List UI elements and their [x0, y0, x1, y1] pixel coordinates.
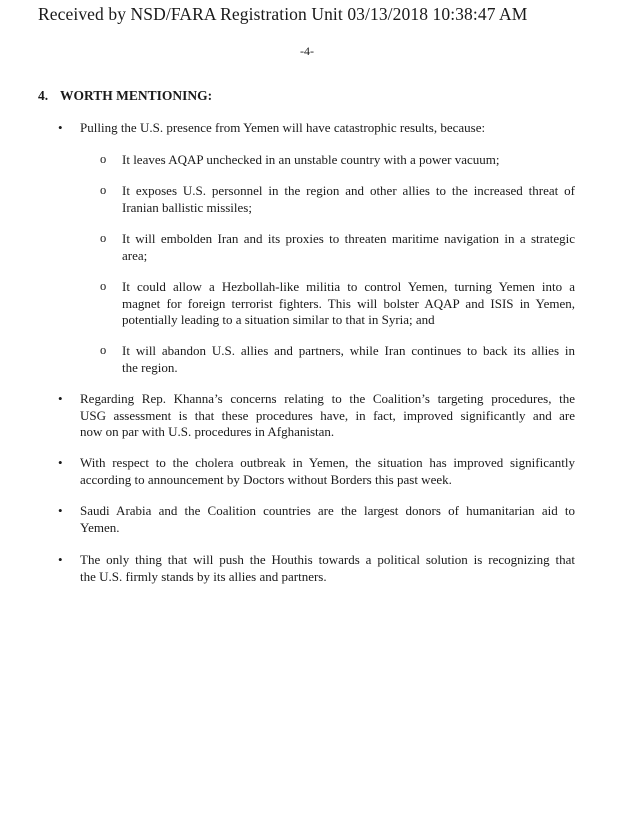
text-line: magnet for foreign terrorist fighters. This will bolster AQAP and ISIS in Yemen,: [122, 295, 575, 311]
sub-bullet-item: [100, 152, 575, 169]
page-number: -4-: [300, 44, 314, 58]
sub-bullet-marker: o: [100, 343, 107, 357]
text-line: It will embolden Iran and its proxies to threaten maritime navigation in a strategic: [122, 231, 575, 246]
sub-bullet-item: [100, 231, 575, 264]
bullet-item: [58, 391, 575, 441]
text-line: The only thing that will push the Houthis towards a political solution is recognizing that: [80, 552, 575, 567]
bullet-item: [58, 120, 575, 137]
text-line: area;: [122, 247, 148, 263]
fara-received-stamp: Received by NSD/FARA Registration Unit 03/13/2018 10:38:47 AM: [38, 4, 528, 24]
bullet-marker: •: [58, 391, 63, 406]
text-line: Yemen.: [80, 519, 120, 535]
sub-bullet-item: [100, 343, 575, 376]
sub-bullet-marker: o: [100, 152, 107, 166]
text-line: potentially leading to a situation similar to that in Syria; and: [122, 312, 435, 327]
bullet-marker: •: [58, 552, 63, 567]
text-line: the region.: [122, 359, 178, 375]
section-number: 4.: [38, 88, 49, 103]
sub-bullet-marker: o: [100, 279, 107, 293]
text-line: the U.S. firmly stands by its allies and partners.: [80, 568, 327, 584]
text-line: It could allow a Hezbollah-like militia to control Yemen, turning Yemen into a: [122, 279, 575, 294]
text-line: It exposes U.S. personnel in the region and other allies to the increased threat of: [122, 183, 575, 198]
text-line: Regarding Rep. Khanna’s concerns relating to the Coalition’s targeting procedures, the: [80, 391, 575, 406]
text-line: Saudi Arabia and the Coalition countries are the largest donors of humanitarian aid to: [80, 503, 575, 518]
text-line: With respect to the cholera outbreak in Yemen, the situation has improved significantly: [80, 455, 575, 470]
sub-bullet-marker: o: [100, 231, 107, 245]
bullet-marker: •: [58, 503, 63, 518]
bullet-item: [58, 552, 575, 585]
section-heading: [38, 88, 212, 104]
text-line: Pulling the U.S. presence from Yemen will have catastrophic results, because:: [80, 120, 486, 135]
text-line: according to announcement by Doctors without Borders this past week.: [80, 471, 452, 487]
text-line: It leaves AQAP unchecked in an unstable country with a power vacuum;: [122, 152, 500, 167]
section-title: WORTH MENTIONING:: [60, 88, 213, 103]
sub-bullet-item: [100, 279, 575, 329]
text-line: It will abandon U.S. allies and partners, while Iran continues to back its allies in: [122, 343, 575, 358]
text-line: now on par with U.S. procedures in Afghanistan.: [80, 424, 335, 439]
bullet-item: [58, 455, 575, 488]
bullet-item: [58, 503, 575, 536]
text-line: Iranian ballistic missiles;: [122, 199, 252, 215]
text-line: USG assessment is that these procedures have, in fact, improved significantly and are: [80, 407, 575, 423]
bullet-marker: •: [58, 455, 63, 470]
sub-bullet-marker: o: [100, 183, 107, 197]
bullet-marker: •: [58, 120, 63, 135]
sub-bullet-item: [100, 183, 575, 216]
